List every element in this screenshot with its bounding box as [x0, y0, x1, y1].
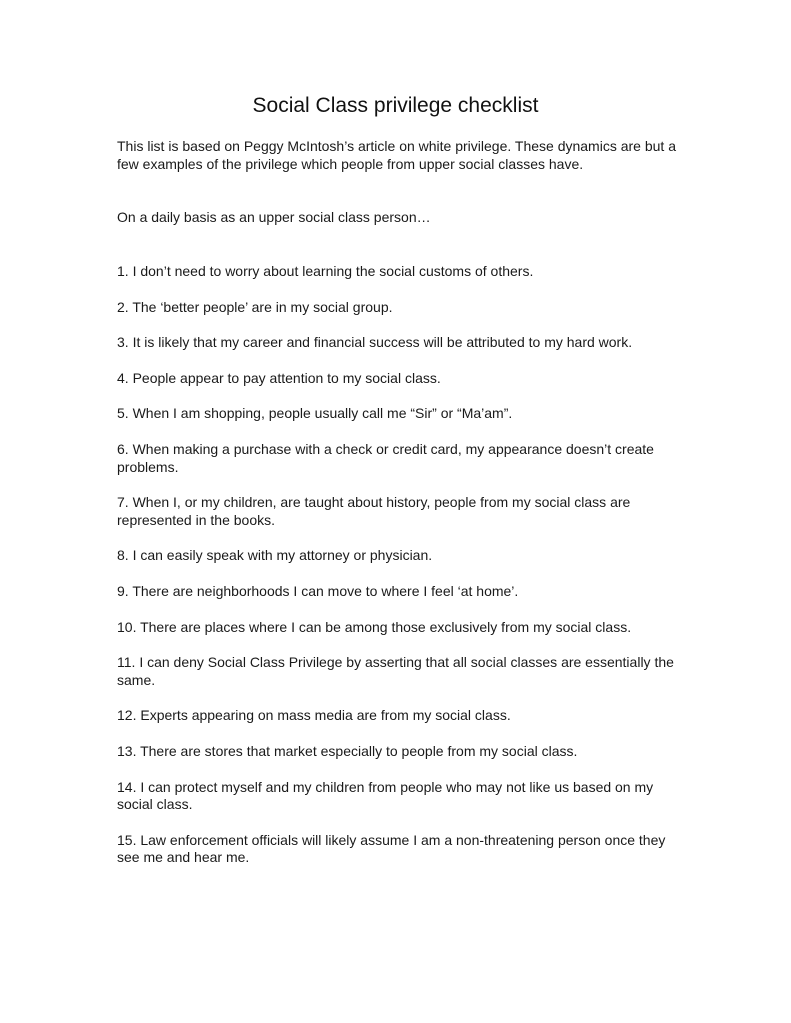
lead-paragraph: On a daily basis as an upper social class person…: [117, 209, 431, 225]
checklist-item: 11. I can deny Social Class Privilege by asserting that all social classes are essentially the same.: [117, 654, 674, 688]
checklist-item: 15. Law enforcement officials will likely assume I am a non-threatening person once they see me and hear me.: [117, 831, 666, 866]
checklist: [117, 263, 677, 885]
page-title: Social Class privilege checklist: [252, 94, 539, 117]
checklist-item: 7. When I, or my children, are taught about history, people from my social class are represented in the books.: [117, 494, 631, 528]
checklist-item: 4. People appear to pay attention to my social class.: [117, 369, 441, 386]
checklist-item: 8. I can easily speak with my attorney or physician.: [117, 547, 433, 564]
checklist-item: 5. When I am shopping, people usually call me “Sir” or “Ma’am”.: [117, 405, 513, 422]
checklist-item: 13. There are stores that market especially to people from my social class.: [117, 742, 578, 759]
checklist-item: 2. The ‘better people’ are in my social group.: [117, 298, 393, 315]
checklist-item: 6. When making a purchase with a check or credit card, my appearance doesn’t create problems.: [117, 440, 654, 475]
checklist-item: 10. There are places where I can be among those exclusively from my social class.: [117, 618, 632, 635]
checklist-item: 1. I don’t need to worry about learning the social customs of others.: [117, 263, 534, 279]
intro-paragraph: This list is based on Peggy McIntosh’s article on white privilege. These dynamics are but a few examples of the privilege which people from upper social classes have.: [117, 138, 676, 172]
checklist-item: 14. I can protect myself and my children from people who may not like us based on my social class.: [117, 778, 654, 813]
checklist-item: 12. Experts appearing on mass media are from my social class.: [117, 707, 511, 724]
checklist-item: 9. There are neighborhoods I can move to where I feel ‘at home’.: [117, 582, 519, 599]
checklist-item: 3. It is likely that my career and financial success will be attributed to my hard work.: [117, 334, 633, 351]
